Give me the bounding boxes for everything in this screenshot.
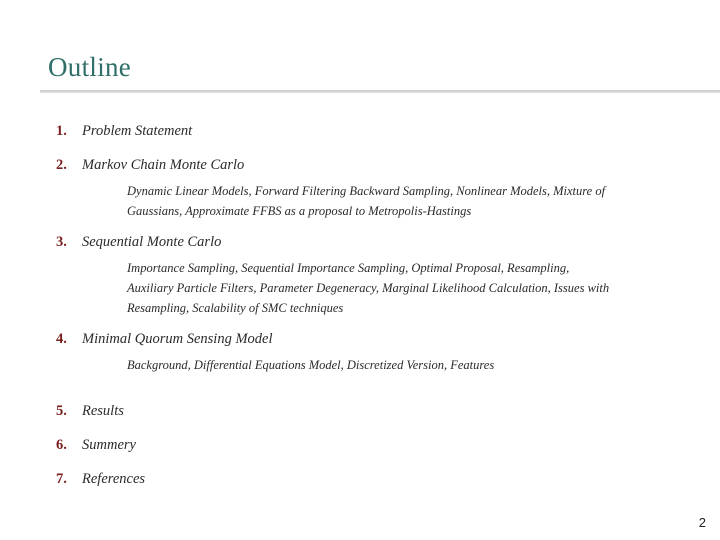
outline-item-number: 1. <box>56 123 67 139</box>
slide-title: Outline <box>48 52 132 82</box>
outline-item-3-details: Importance Sampling, Sequential Importance Sampling, Optimal Proposal, Resampling, Auxiliary Particle Filters, Parameter Degeneracy, Marginal Likelihood Calculation, Issues with Resampling, Scalability of SMC techniques <box>127 261 610 315</box>
outline-item-4-details: Background, Differential Equations Model, Discretized Version, Features <box>127 358 495 372</box>
outline-item-number: 7. <box>56 471 67 487</box>
outline-item-number: 6. <box>56 437 67 453</box>
outline-item-label: Sequential Monte Carlo <box>82 234 222 250</box>
outline-item-3 <box>56 234 221 251</box>
outline-item-label: References <box>82 471 146 487</box>
title-divider <box>40 90 720 93</box>
outline-item-label: Problem Statement <box>82 123 193 139</box>
outline-item-number: 2. <box>56 157 67 173</box>
outline-item-label: Minimal Quorum Sensing Model <box>82 331 273 347</box>
outline-item-4 <box>56 331 273 348</box>
outline-item-label: Results <box>82 403 124 419</box>
outline-item-label: Summery <box>82 437 136 453</box>
outline-item-1 <box>56 123 192 140</box>
outline-item-7 <box>56 471 145 488</box>
outline-item-number: 5. <box>56 403 67 419</box>
outline-item-number: 4. <box>56 331 67 347</box>
outline-item-5 <box>56 403 124 420</box>
outline-item-2 <box>56 157 244 174</box>
outline-item-label: Markov Chain Monte Carlo <box>82 157 245 173</box>
outline-item-2-details: Dynamic Linear Models, Forward Filtering Backward Sampling, Nonlinear Models, Mixture of Gaussians, Approximate FFBS as a proposal to Metropolis-Hastings <box>127 184 606 218</box>
outline-item-6 <box>56 437 136 454</box>
outline-item-number: 3. <box>56 234 67 250</box>
page-number: 2 <box>698 515 706 530</box>
